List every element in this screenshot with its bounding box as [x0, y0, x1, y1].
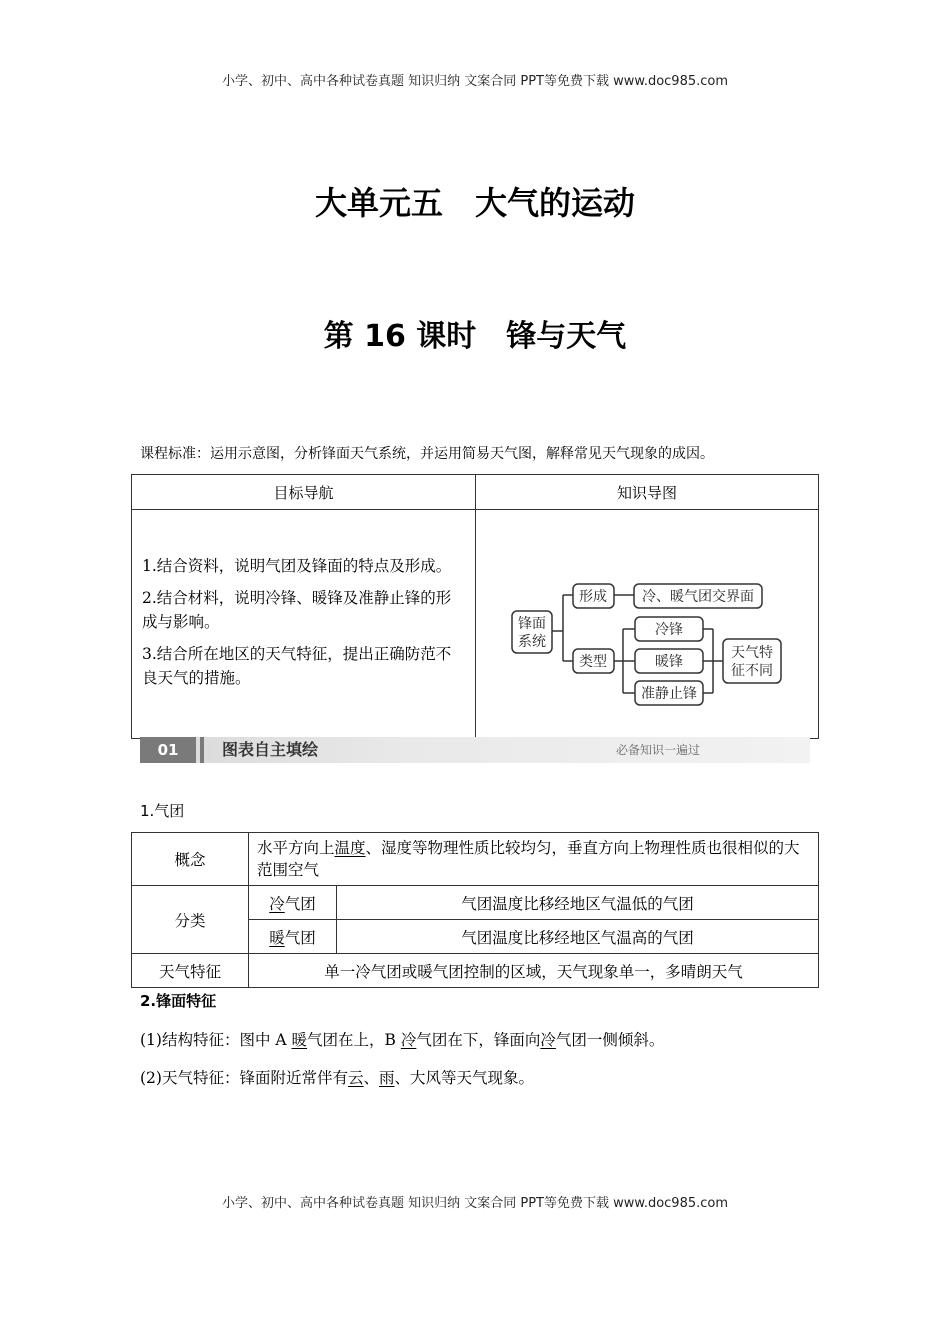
warm-air-mass-desc: 气团温度比移经地区气温高的气团 [337, 920, 819, 954]
goal-item: 3.结合所在地区的天气特征，提出正确防范不良天气的措施。 [142, 645, 452, 687]
mindmap-stationary-front-label: 准静止锋 [641, 686, 697, 702]
concept-label: 概念 [132, 833, 249, 886]
front-structure-text: (1)结构特征：图中 A 暖气团在上，B 冷气团在下，锋面向冷气团一侧倾斜。 [140, 1031, 665, 1049]
goals-header: 目标导航 [132, 475, 476, 510]
section-number: 01 [140, 737, 196, 763]
page-footer: 小学、初中、高中各种试卷真题 知识归纳 文案合同 PPT等免费下载 www.doc985.com [221, 1196, 729, 1211]
goal-item: 2.结合材料，说明冷锋、暖锋及准静止锋的形成与影响。 [142, 589, 452, 631]
mindmap-root-label-2: 系统 [518, 634, 546, 650]
front-heading: 2.锋面特征 [140, 992, 217, 1010]
weather-feature-desc: 单一冷气团或暖气团控制的区域，天气现象单一，多晴朗天气 [249, 954, 819, 988]
lesson-title: 第 16 课时 锋与天气 [323, 319, 627, 354]
mindmap-types-label: 类型 [579, 654, 607, 670]
weather-feature-label: 天气特征 [132, 954, 249, 988]
goals-cell [132, 510, 476, 739]
mindmap-interface-label: 冷、暖气团交界面 [642, 589, 754, 605]
mindmap-result-label-1: 天气特 [731, 645, 773, 661]
mindmap-diagram [477, 511, 817, 737]
front-weather-text: (2)天气特征：锋面附近常伴有云、雨、大风等天气现象。 [140, 1069, 535, 1087]
concept-text: 水平方向上温度、湿度等物理性质比较均匀，垂直方向上物理性质也很相似的大范围空气 [249, 833, 819, 886]
section-subtitle: 必备知识一遍过 [616, 743, 701, 757]
air-mass-table [131, 832, 819, 988]
page-header: 小学、初中、高中各种试卷真题 知识归纳 文案合同 PPT等免费下载 www.doc985.com [221, 74, 729, 89]
air-mass-heading: 1.气团 [140, 802, 185, 820]
curriculum-standard: 课程标准：运用示意图，分析锋面天气系统，并运用简易天气图，解释常见天气现象的成因。 [140, 446, 714, 462]
mindmap-warm-front-label: 暖锋 [655, 654, 683, 670]
mindmap-cell [476, 510, 819, 739]
goals-mindmap-table [131, 474, 819, 739]
mindmap-formation-label: 形成 [579, 589, 607, 605]
warm-air-mass-label: 暖气团 [249, 920, 337, 954]
mindmap-cold-front-label: 冷锋 [655, 622, 683, 638]
cold-air-mass-desc: 气团温度比移经地区气温低的气团 [337, 886, 819, 920]
goal-item: 1.结合资料，说明气团及锋面的特点及形成。 [142, 557, 452, 575]
cold-air-mass-label: 冷气团 [249, 886, 337, 920]
mindmap-root-label-1: 锋面 [518, 616, 546, 632]
mindmap-result-label-2: 征不同 [731, 663, 773, 679]
mindmap-header: 知识导图 [476, 475, 819, 510]
classification-label: 分类 [132, 886, 249, 954]
section-divider [200, 737, 204, 763]
unit-title: 大单元五 大气的运动 [314, 184, 635, 222]
section-bar [140, 737, 810, 763]
section-title: 图表自主填绘 [222, 740, 319, 759]
